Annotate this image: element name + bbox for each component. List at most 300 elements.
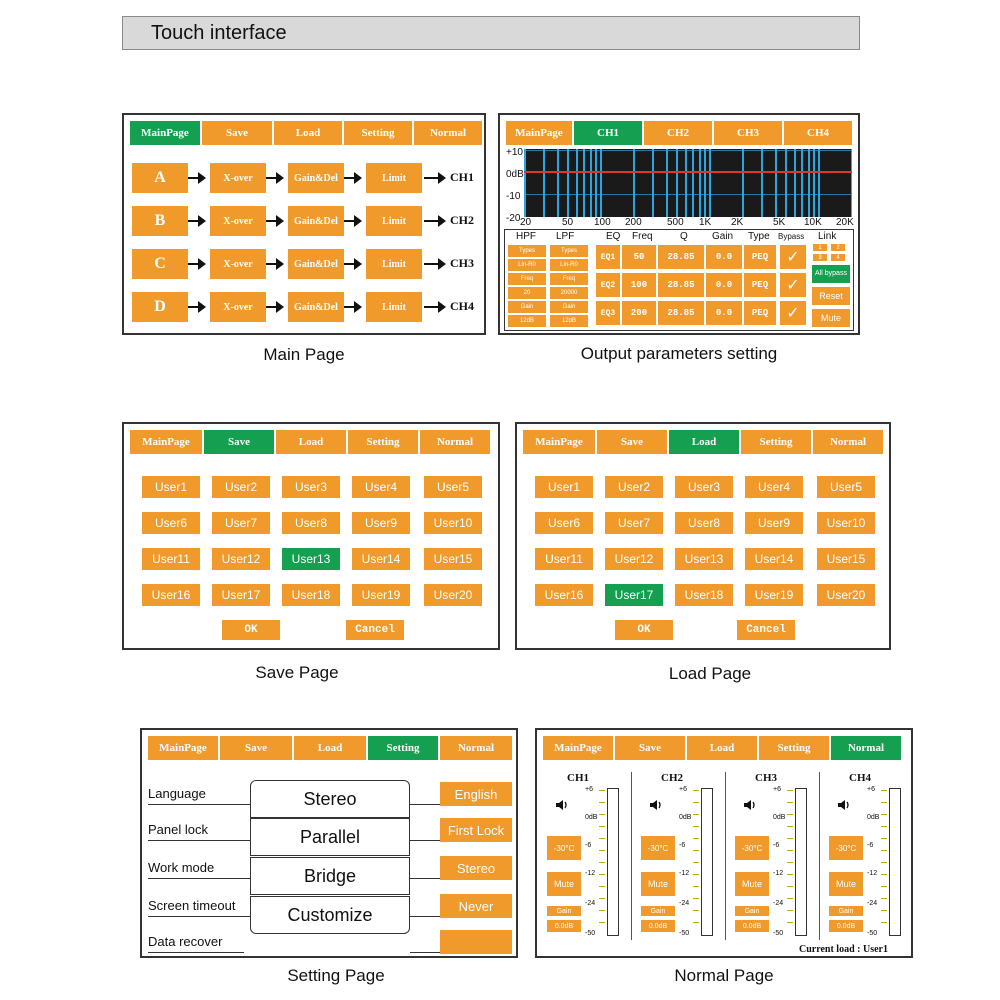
input-c-button[interactable]: C: [132, 249, 188, 279]
tab-setting[interactable]: Setting: [741, 430, 811, 454]
tab-load[interactable]: Load: [294, 736, 366, 760]
user-preset-10-button[interactable]: User10: [424, 512, 482, 534]
meter-tick: [599, 790, 605, 791]
grid-line: [567, 149, 569, 217]
arrow-right-icon: [266, 306, 282, 308]
link-cell[interactable]: 4: [830, 253, 846, 262]
work-mode-option[interactable]: Parallel: [250, 818, 410, 856]
channel-name: CH3: [755, 772, 777, 784]
normal-page-caption: Normal Page: [674, 966, 774, 985]
meter-tick: [787, 826, 793, 827]
user-preset-9-button[interactable]: User9: [352, 512, 410, 534]
bypass-checkbox[interactable]: [780, 273, 806, 297]
user-preset-5-button[interactable]: User5: [817, 476, 875, 498]
main-page-caption: Main Page: [263, 345, 345, 364]
meter-tick: [693, 850, 699, 851]
tab-load[interactable]: Load: [669, 430, 739, 454]
tab-mainpage[interactable]: MainPage: [148, 736, 218, 760]
meter-scale-label: -6: [585, 842, 592, 849]
limit-button[interactable]: Limit: [366, 163, 422, 193]
link-cell[interactable]: 3: [812, 253, 828, 262]
ok-button[interactable]: OK: [615, 620, 673, 640]
user-preset-15-button[interactable]: User15: [817, 548, 875, 570]
gain-header: Gain: [712, 231, 734, 242]
user-preset-18-button[interactable]: User18: [675, 584, 733, 606]
meter-tick: [599, 922, 605, 923]
grid-line: [709, 149, 711, 217]
grid-line: [808, 149, 810, 217]
grid-line: [600, 149, 602, 217]
main-page-nav: [130, 121, 484, 145]
meter-scale-label: -50: [585, 930, 596, 937]
tab-mainpage[interactable]: MainPage: [506, 121, 572, 145]
arrow-right-icon: [424, 263, 444, 265]
work-mode-option[interactable]: Bridge: [250, 857, 410, 895]
freq-header: Freq: [632, 231, 653, 242]
meter-scale-label: -50: [773, 930, 784, 937]
eq-band-label[interactable]: EQ2: [596, 273, 620, 297]
channel-divider: [725, 772, 726, 940]
user-preset-4-button[interactable]: User4: [352, 476, 410, 498]
tab-load[interactable]: Load: [276, 430, 346, 454]
meter-tick: [693, 838, 699, 839]
x-tick-label: 20K: [836, 217, 854, 228]
meter-scale-label: +6: [679, 786, 687, 793]
meter-tick: [693, 898, 699, 899]
channel-divider: [631, 772, 632, 940]
reset-button[interactable]: Reset: [812, 287, 850, 305]
user-preset-11-button[interactable]: User11: [142, 548, 200, 570]
bypass-header: Bypass: [778, 232, 805, 241]
meter-tick: [599, 910, 605, 911]
xover-button[interactable]: X-over: [210, 206, 266, 236]
tab-setting[interactable]: Setting: [368, 736, 438, 760]
user-preset-3-button[interactable]: User3: [282, 476, 340, 498]
xover-button[interactable]: X-over: [210, 163, 266, 193]
user-preset-16-button[interactable]: User16: [535, 584, 593, 606]
y-label: +10: [506, 147, 523, 158]
meter-scale-label: 0dB: [679, 814, 692, 821]
eq-type-cell[interactable]: PEQ: [744, 245, 776, 269]
grid-line: [801, 149, 803, 217]
header-bar: [122, 16, 860, 50]
meter-tick: [881, 850, 887, 851]
setting-page-nav: [148, 736, 514, 760]
gain-delay-button[interactable]: Gain&Del: [288, 206, 344, 236]
meter-tick: [881, 898, 887, 899]
user-preset-20-button[interactable]: User20: [424, 584, 482, 606]
grid-line: [676, 149, 678, 217]
user-preset-20-button[interactable]: User20: [817, 584, 875, 606]
meter-scale-label: -50: [867, 930, 878, 937]
limit-button[interactable]: Limit: [366, 292, 422, 322]
meter-tick: [599, 826, 605, 827]
meter-tick: [787, 898, 793, 899]
tab-mainpage[interactable]: MainPage: [543, 736, 613, 760]
user-preset-7-button[interactable]: User7: [605, 512, 663, 534]
divider-line: [148, 840, 250, 841]
setting-value-button[interactable]: First Lock: [440, 818, 512, 842]
cancel-button[interactable]: Cancel: [737, 620, 795, 640]
eq-gain-cell[interactable]: 0.0: [706, 273, 742, 297]
hpf-param-cell[interactable]: 20: [508, 287, 546, 299]
mute-button[interactable]: Mute: [735, 872, 769, 896]
tab-normal[interactable]: Normal: [440, 736, 512, 760]
arrow-right-icon: [344, 306, 360, 308]
meter-scale-label: -6: [867, 842, 874, 849]
arrow-right-icon: [188, 263, 204, 265]
meter-scale-label: +6: [867, 786, 875, 793]
meter-scale-label: -6: [679, 842, 686, 849]
tab-ch3[interactable]: CH3: [714, 121, 782, 145]
eq-freq-cell[interactable]: 50: [622, 245, 656, 269]
ok-button[interactable]: OK: [222, 620, 280, 640]
divider-line: [148, 952, 244, 953]
mute-button[interactable]: Mute: [812, 309, 850, 327]
tab-normal[interactable]: Normal: [414, 121, 482, 145]
meter-tick: [881, 862, 887, 863]
setting-value-button[interactable]: English: [440, 782, 512, 806]
tab-mainpage[interactable]: MainPage: [130, 121, 200, 145]
eq-header: EQ: [606, 231, 621, 242]
meter-tick: [693, 862, 699, 863]
meter-tick: [881, 814, 887, 815]
meter-tick: [693, 814, 699, 815]
setting-value-button[interactable]: Stereo: [440, 856, 512, 880]
hpf-param-cell[interactable]: 12dB: [508, 315, 546, 327]
input-d-button[interactable]: D: [132, 292, 188, 322]
meter-scale-label: -12: [773, 870, 784, 877]
link-cell[interactable]: 1: [812, 243, 828, 252]
user-preset-7-button[interactable]: User7: [212, 512, 270, 534]
tab-mainpage[interactable]: MainPage: [130, 430, 202, 454]
work-mode-option[interactable]: Customize: [250, 896, 410, 934]
user-preset-1-button[interactable]: User1: [535, 476, 593, 498]
meter-tick: [693, 910, 699, 911]
tab-ch1[interactable]: CH1: [574, 121, 642, 145]
user-preset-14-button[interactable]: User14: [745, 548, 803, 570]
arrow-right-icon: [188, 177, 204, 179]
eq-type-cell[interactable]: PEQ: [744, 301, 776, 325]
meter-tick: [599, 874, 605, 875]
user-preset-2-button[interactable]: User2: [212, 476, 270, 498]
input-a-button[interactable]: A: [132, 163, 188, 193]
hpf-param-cell[interactable]: Lin-R0: [508, 259, 546, 271]
meter-scale-label: -24: [773, 900, 784, 907]
temperature-badge: -30°C: [829, 836, 863, 860]
arrow-right-icon: [424, 220, 444, 222]
output-page-caption: Output parameters setting: [580, 344, 778, 363]
bypass-checkbox[interactable]: [780, 301, 806, 325]
tab-load[interactable]: Load: [274, 121, 342, 145]
gain-delay-button[interactable]: Gain&Del: [288, 249, 344, 279]
eq-freq-cell[interactable]: 200: [622, 301, 656, 325]
user-preset-9-button[interactable]: User9: [745, 512, 803, 534]
level-meter: [701, 788, 713, 936]
channel-divider: [819, 772, 820, 940]
tab-setting[interactable]: Setting: [344, 121, 412, 145]
grid-line: [794, 149, 796, 217]
meter-tick: [881, 886, 887, 887]
all-bypass-button[interactable]: All bypass: [812, 265, 850, 283]
user-preset-16-button[interactable]: User16: [142, 584, 200, 606]
user-preset-6-button[interactable]: User6: [535, 512, 593, 534]
user-preset-13-button[interactable]: User13: [675, 548, 733, 570]
grid-line: [818, 149, 820, 217]
arrow-right-icon: [344, 263, 360, 265]
tab-setting[interactable]: Setting: [348, 430, 418, 454]
hpf-header: HPF: [516, 231, 536, 242]
output-channel-label: CH3: [450, 256, 474, 270]
speaker-icon[interactable]: [837, 798, 851, 812]
meter-tick: [787, 922, 793, 923]
user-preset-12-button[interactable]: User12: [605, 548, 663, 570]
load-page-caption: Load Page: [668, 664, 752, 683]
lpf-param-cell[interactable]: Lin-R0: [550, 259, 588, 271]
meter-scale-label: -24: [679, 900, 690, 907]
grid-line: [557, 149, 559, 217]
speaker-icon[interactable]: [649, 798, 663, 812]
tab-mainpage[interactable]: MainPage: [523, 430, 595, 454]
level-meter: [889, 788, 901, 936]
user-preset-8-button[interactable]: User8: [282, 512, 340, 534]
meter-scale-label: -6: [773, 842, 780, 849]
user-preset-19-button[interactable]: User19: [352, 584, 410, 606]
eq-freq-cell[interactable]: 100: [622, 273, 656, 297]
user-preset-19-button[interactable]: User19: [745, 584, 803, 606]
mute-button[interactable]: Mute: [547, 872, 581, 896]
eq-gain-cell[interactable]: 0.0: [706, 301, 742, 325]
eq-band-label[interactable]: EQ3: [596, 301, 620, 325]
tab-normal[interactable]: Normal: [831, 736, 901, 760]
limit-button[interactable]: Limit: [366, 249, 422, 279]
limit-button[interactable]: Limit: [366, 206, 422, 236]
meter-tick: [787, 850, 793, 851]
checkmark-icon: ✓: [786, 249, 800, 266]
setting-value-button[interactable]: [440, 930, 512, 954]
meter-tick: [881, 838, 887, 839]
arrow-right-icon: [266, 263, 282, 265]
user-preset-17-button[interactable]: User17: [212, 584, 270, 606]
speaker-icon[interactable]: [555, 798, 569, 812]
arrow-right-icon: [188, 306, 204, 308]
xover-button[interactable]: X-over: [210, 249, 266, 279]
user-preset-10-button[interactable]: User10: [817, 512, 875, 534]
grid-line: [742, 149, 744, 217]
meter-scale-label: -12: [867, 870, 878, 877]
tab-ch4[interactable]: CH4: [784, 121, 852, 145]
user-preset-14-button[interactable]: User14: [352, 548, 410, 570]
divider-line: [410, 840, 440, 841]
x-tick-label: 5K: [773, 217, 786, 228]
work-mode-option[interactable]: Stereo: [250, 780, 410, 818]
eq-response-graph[interactable]: [524, 149, 852, 217]
meter-tick: [787, 874, 793, 875]
grid-line: [785, 149, 787, 217]
eq-type-cell[interactable]: PEQ: [744, 273, 776, 297]
eq-q-cell[interactable]: 28.85: [658, 273, 704, 297]
x-tick-label: 1K: [699, 217, 712, 228]
grid-line: [590, 149, 592, 217]
checkmark-icon: ✓: [786, 277, 800, 294]
divider-line: [148, 878, 250, 879]
meter-tick: [787, 838, 793, 839]
gain-delay-button[interactable]: Gain&Del: [288, 163, 344, 193]
x-tick-label: 2K: [731, 217, 744, 228]
user-preset-8-button[interactable]: User8: [675, 512, 733, 534]
main-page-panel: [122, 113, 486, 335]
tab-setting[interactable]: Setting: [759, 736, 829, 760]
meter-tick: [787, 862, 793, 863]
x-tick-label: 500: [667, 217, 684, 228]
x-tick-label: 10K: [804, 217, 822, 228]
temperature-badge: -30°C: [735, 836, 769, 860]
gain-value[interactable]: 0.0dB: [641, 920, 675, 932]
lpf-param-cell[interactable]: Types: [550, 245, 588, 257]
gain-label: Gain: [735, 906, 769, 916]
bypass-checkbox[interactable]: [780, 245, 806, 269]
mute-button[interactable]: Mute: [641, 872, 675, 896]
meter-tick: [787, 910, 793, 911]
tab-normal[interactable]: Normal: [813, 430, 883, 454]
meter-tick: [787, 802, 793, 803]
grid-line: [813, 149, 815, 217]
user-preset-13-button[interactable]: User13: [282, 548, 340, 570]
user-preset-11-button[interactable]: User11: [535, 548, 593, 570]
meter-tick: [787, 814, 793, 815]
user-preset-5-button[interactable]: User5: [424, 476, 482, 498]
meter-scale-label: -24: [585, 900, 596, 907]
gain-label: Gain: [829, 906, 863, 916]
grid-line: [775, 149, 777, 217]
eq-gain-cell[interactable]: 0.0: [706, 245, 742, 269]
save-page-caption: Save Page: [255, 663, 339, 682]
meter-tick: [693, 874, 699, 875]
lpf-param-cell[interactable]: 12dB: [550, 315, 588, 327]
grid-line: [595, 149, 597, 217]
divider-line: [148, 804, 250, 805]
grid-line: [685, 149, 687, 217]
gain-value[interactable]: 0.0dB: [829, 920, 863, 932]
user-preset-1-button[interactable]: User1: [142, 476, 200, 498]
meter-tick: [599, 898, 605, 899]
tab-save[interactable]: Save: [204, 430, 274, 454]
user-preset-6-button[interactable]: User6: [142, 512, 200, 534]
y-label: -10: [506, 191, 521, 202]
user-preset-15-button[interactable]: User15: [424, 548, 482, 570]
divider-line: [410, 916, 440, 917]
meter-tick: [881, 910, 887, 911]
tab-save[interactable]: Save: [597, 430, 667, 454]
user-preset-12-button[interactable]: User12: [212, 548, 270, 570]
eq-q-cell[interactable]: 28.85: [658, 245, 704, 269]
hpf-param-cell[interactable]: Freq: [508, 273, 546, 285]
x-tick-label: 20: [520, 217, 532, 228]
hpf-param-cell[interactable]: Gain: [508, 301, 546, 313]
response-curve: [524, 171, 852, 173]
gain-delay-button[interactable]: Gain&Del: [288, 292, 344, 322]
meter-tick: [599, 850, 605, 851]
divider-line: [410, 804, 440, 805]
temperature-badge: -30°C: [641, 836, 675, 860]
gain-value[interactable]: 0.0dB: [547, 920, 581, 932]
gain-value[interactable]: 0.0dB: [735, 920, 769, 932]
lpf-header: LPF: [556, 231, 575, 242]
input-b-button[interactable]: B: [132, 206, 188, 236]
normal-page-nav: [543, 736, 903, 760]
tab-normal[interactable]: Normal: [420, 430, 490, 454]
setting-label: Work mode: [148, 860, 215, 875]
lpf-param-cell[interactable]: Gain: [550, 301, 588, 313]
meter-scale-label: -12: [585, 870, 596, 877]
hpf-param-cell[interactable]: Types: [508, 245, 546, 257]
lpf-param-cell[interactable]: Freq: [550, 273, 588, 285]
grid-line: [583, 149, 585, 217]
grid-line: [761, 149, 763, 217]
eq-band-label[interactable]: EQ1: [596, 245, 620, 269]
grid-line: [633, 149, 635, 217]
user-preset-2-button[interactable]: User2: [605, 476, 663, 498]
grid-line: [692, 149, 694, 217]
meter-tick: [693, 802, 699, 803]
link-cell[interactable]: 2: [830, 243, 846, 252]
arrow-right-icon: [344, 220, 360, 222]
meter-scale-label: -50: [679, 930, 690, 937]
meter-tick: [881, 826, 887, 827]
setting-value-button[interactable]: Never: [440, 894, 512, 918]
meter-tick: [599, 802, 605, 803]
arrow-right-icon: [424, 177, 444, 179]
meter-scale-label: -24: [867, 900, 878, 907]
cancel-button[interactable]: Cancel: [346, 620, 404, 640]
save-page-panel: [122, 422, 500, 650]
level-meter: [607, 788, 619, 936]
user-preset-17-button[interactable]: User17: [605, 584, 663, 606]
channel-name: CH2: [661, 772, 683, 784]
grid-line: [704, 149, 706, 217]
gain-label: Gain: [547, 906, 581, 916]
meter-tick: [881, 874, 887, 875]
speaker-icon[interactable]: [743, 798, 757, 812]
arrow-right-icon: [344, 177, 360, 179]
xover-button[interactable]: X-over: [210, 292, 266, 322]
header-title: Touch interface: [151, 22, 287, 44]
x-tick-label: 200: [625, 217, 642, 228]
current-load-label: Current load : User1: [799, 944, 888, 955]
user-preset-4-button[interactable]: User4: [745, 476, 803, 498]
user-preset-3-button[interactable]: User3: [675, 476, 733, 498]
tab-save[interactable]: Save: [220, 736, 292, 760]
tab-ch2[interactable]: CH2: [644, 121, 712, 145]
meter-tick: [599, 814, 605, 815]
mute-button[interactable]: Mute: [829, 872, 863, 896]
grid-line: [576, 149, 578, 217]
lpf-param-cell[interactable]: 20000: [550, 287, 588, 299]
divider-line: [148, 916, 250, 917]
tab-load[interactable]: Load: [687, 736, 757, 760]
tab-save[interactable]: Save: [615, 736, 685, 760]
eq-q-cell[interactable]: 28.85: [658, 301, 704, 325]
tab-save[interactable]: Save: [202, 121, 272, 145]
grid-line: [652, 149, 654, 217]
normal-page-panel: [535, 728, 913, 958]
arrow-right-icon: [266, 220, 282, 222]
grid-line: [851, 149, 852, 217]
user-preset-18-button[interactable]: User18: [282, 584, 340, 606]
setting-label: Panel lock: [148, 822, 208, 837]
channel-name: CH1: [567, 772, 589, 784]
output-page-panel: [498, 113, 860, 335]
